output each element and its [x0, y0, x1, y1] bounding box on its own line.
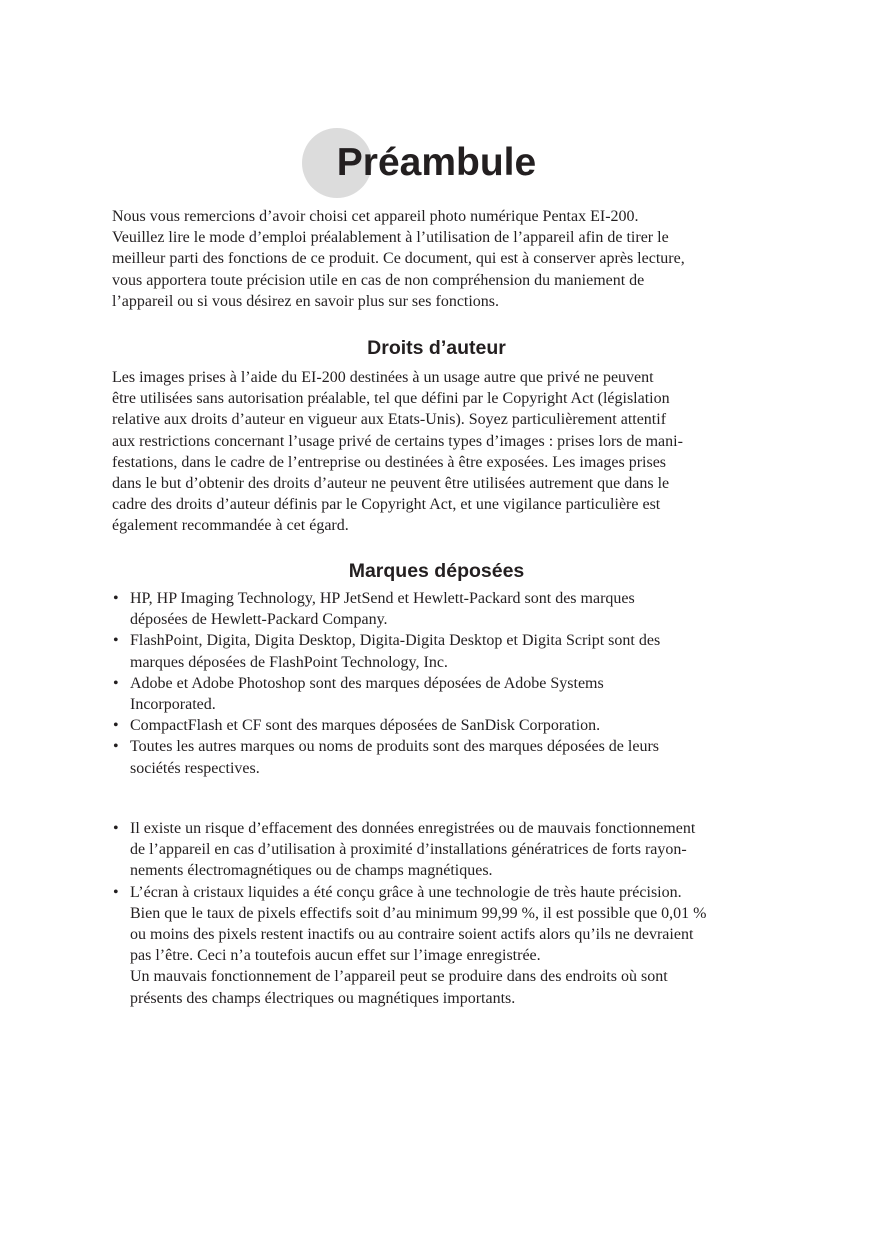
bullet-icon: • [113, 820, 119, 837]
list-item [112, 736, 772, 778]
bullet-icon: • [113, 590, 119, 607]
notes-section [112, 818, 772, 1009]
list-item-text: L’écran à cristaux liquides a été conçu grâce à une technologie de très haute précision. Bien que le taux de pixels effectifs soit d’au minimum 99,99 %, il est possible que 0,01 % ou moins des pixels restent inactifs ou au contraire soient actifs alors qu’ils ne devraient pas l’être. Ceci n’a toutefois aucun effet sur l’image enregistrée. Un mauvais fonctionnement de l’appareil peut se produire dans des endroits où sont présents des champs électriques ou magnétiques importants. [130, 883, 707, 1007]
intro-paragraph: Nous vous remercions d’avoir choisi cet appareil photo numérique Pentax EI-200. Veuillez lire le mode d’emploi préalablement à l’utilisation de l’appareil afin de tirer le meilleur parti des fonctions de ce produit. Ce document, qui est à conserver après lecture, vous apportera toute précision utile en cas de non compréhension du maniement de l’appareil ou si vous désirez en savoir plus sur ses fonctions. [112, 208, 685, 310]
list-item-text: CompactFlash et CF sont des marques déposées de SanDisk Corporation. [130, 717, 601, 735]
notes-list [112, 818, 772, 1009]
list-item [112, 818, 772, 882]
list-item-text: Toutes les autres marques ou noms de produits sont des marques déposées de leurs sociétés respectives. [130, 738, 659, 777]
title-area [0, 126, 873, 200]
list-item-text: HP, HP Imaging Technology, HP JetSend et Hewlett-Packard sont des marques déposées de Hewlett-Packard Company. [130, 590, 635, 629]
intro-section [112, 206, 772, 312]
list-item-text: Adobe et Adobe Photoshop sont des marques déposées de Adobe Systems Incorporated. [130, 674, 604, 714]
list-item [112, 715, 772, 736]
list-item-text: FlashPoint, Digita, Digita Desktop, Digita-Digita Desktop et Digita Script sont des marques déposées de FlashPoint Technology, Inc. [130, 632, 661, 671]
list-item [112, 630, 772, 672]
list-item [112, 673, 772, 715]
bullet-icon: • [113, 738, 119, 756]
bullet-icon: • [113, 674, 119, 692]
list-item-text: Il existe un risque d’effacement des données enregistrées ou de mauvais fonctionnement de l’appareil en cas d’utilisation à proximité d’installations génératrices de forts rayon- nements électromagnétiques ou de champs magnétiques. [130, 820, 696, 880]
page-title: Préambule [336, 141, 537, 184]
copyright-heading: Droits d’auteur [367, 337, 506, 359]
list-item [112, 882, 772, 1009]
bullet-icon: • [113, 883, 119, 901]
list-item [112, 588, 772, 630]
copyright-section [112, 367, 772, 537]
copyright-paragraph: Les images prises à l’aide du EI-200 destinées à un usage autre que privé ne peuvent être utilisées sans autorisation préalable, tel que défini par le Copyright Act (législation relative aux droits d’auteur en vigueur aux Etats-Unis). Soyez particulièrement attentif aux restrictions concernant l’usage privé de certains types d’images : prises lors de mani- festations, dans le cadre de l’entreprise ou destinées à être exposées. Les images prises dans le but d’obtenir des droits d’auteur ne peuvent être utilisées autrement que dans le cadre des droits d’auteur définis par le Copyright Act, et une vigilance particulière est également recommandée à cet égard. [112, 369, 683, 535]
trademarks-heading: Marques déposées [348, 560, 525, 582]
bullet-icon: • [113, 717, 119, 735]
trademarks-section [112, 588, 772, 779]
bullet-icon: • [113, 632, 119, 650]
trademarks-list [112, 588, 772, 779]
